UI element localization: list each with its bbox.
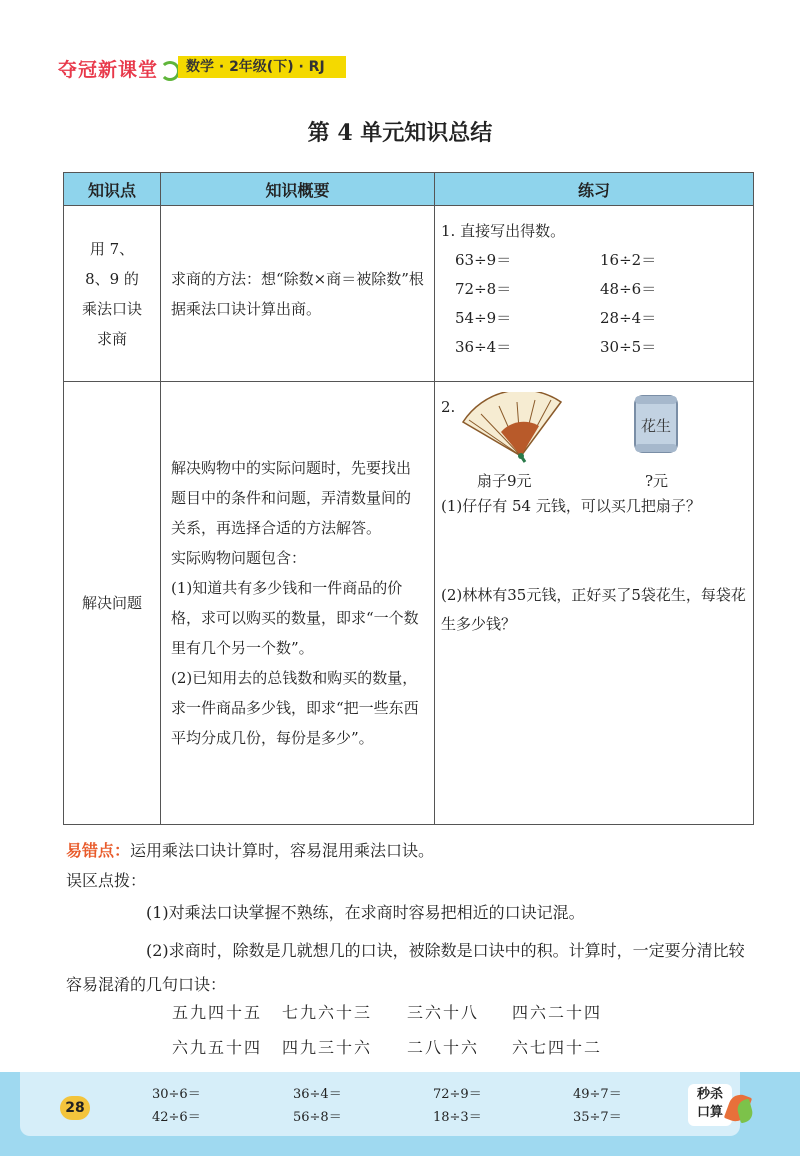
equation: 36÷4＝ xyxy=(455,338,512,356)
footer-equation: 35÷7＝ xyxy=(573,1110,622,1125)
rhyme: 四九三十六 xyxy=(282,1038,373,1057)
footer-equation: 36÷4＝ xyxy=(293,1087,342,1102)
rhyme: 四六二十四 xyxy=(512,1003,603,1022)
mistake-text: 运用乘法口诀计算时，容易混用乘法口诀。 xyxy=(130,841,435,860)
topic-cell-problems: 解决问题 xyxy=(64,382,161,825)
tips-title: 误区点拨： xyxy=(66,871,147,890)
practice-cell-division xyxy=(435,206,754,382)
subject-banner: 数学 · 2年级(下) · RJ xyxy=(178,56,346,78)
folding-fan-icon xyxy=(461,392,571,464)
header-overview: 知识概要 xyxy=(161,173,435,206)
equation: 28÷4＝ xyxy=(600,309,657,327)
practice-number: 2. xyxy=(441,398,456,416)
practice-cell-problems xyxy=(435,382,754,825)
practice-title: 1. 直接写出得数。 xyxy=(441,222,566,240)
rhyme: 三六十八 xyxy=(407,1003,480,1022)
quick-calc-badge: 秒杀 口算 xyxy=(688,1084,732,1126)
equation: 48÷6＝ xyxy=(600,280,657,298)
question-2: (2)林林有35元钱，正好买了5袋花生，每袋花生多少钱？ xyxy=(441,586,746,633)
multiplication-rhymes xyxy=(172,1000,642,1058)
equation: 30÷5＝ xyxy=(600,338,657,356)
tip-2: (2)求商时，除数是几就想几的口诀，被除数是口诀中的积。计算时，一定要分清比较容易混淆的几句口诀： xyxy=(66,941,745,994)
question-1: (1)仔仔有 54 元钱，可以买几把扇子？ xyxy=(441,497,701,515)
footer-equations xyxy=(152,1083,713,1125)
overview-text: 解决购物中的实际问题时，先要找出题目中的条件和问题，弄清数量间的关系，再选择合适的方法解答。 xyxy=(171,459,412,537)
rhyme: 六九五十四 xyxy=(172,1038,263,1057)
footer-equation: 18÷3＝ xyxy=(433,1110,482,1125)
equation: 72÷8＝ xyxy=(455,280,512,298)
mistake-label: 易错点： xyxy=(66,841,131,860)
knowledge-summary-table xyxy=(63,172,754,825)
topic-cell-division: 用 7、8、9 的乘法口诀求商 xyxy=(64,206,161,382)
peanut-bag-icon xyxy=(631,392,681,456)
common-mistake xyxy=(66,836,434,866)
page-title: 第 4 单元知识总结 xyxy=(307,120,493,146)
equation-grid xyxy=(441,246,747,362)
page-number: 28 xyxy=(60,1096,90,1120)
overview-sub-title: 实际购物问题包含： xyxy=(171,549,307,567)
equation: 16÷2＝ xyxy=(600,251,657,269)
overview-point-2: (2)已知用去的总钱数和购买的数量，求一件商品多少钱，即求“把一些东西平均分成几份，每份是多少”。 xyxy=(171,669,419,747)
footer-equation: 42÷6＝ xyxy=(152,1110,201,1125)
fan-price: 扇子9元 xyxy=(477,472,532,490)
tip-1: (1)对乘法口诀掌握不熟练，在求商时容易把相近的口诀记混。 xyxy=(146,903,585,922)
rhyme: 二八十六 xyxy=(407,1038,480,1057)
peanut-price: ?元 xyxy=(645,472,669,490)
rhyme: 七九六十三 xyxy=(282,1003,373,1022)
footer-equation: 30÷6＝ xyxy=(152,1087,201,1102)
header-topic: 知识点 xyxy=(64,173,161,206)
rhyme: 六七四十二 xyxy=(512,1038,603,1057)
overview-point-1: (1)知道共有多少钱和一件商品的价格，求可以购买的数量，即求“一个数里有几个另一个数”。 xyxy=(171,579,419,657)
header-practice: 练习 xyxy=(435,173,754,206)
rhyme: 五九四十五 xyxy=(172,1003,263,1022)
equation: 63÷9＝ xyxy=(455,251,512,269)
overview-cell-division: 求商的方法：想“除数×商＝被除数”根据乘法口诀计算出商。 xyxy=(161,206,435,382)
equation: 54÷9＝ xyxy=(455,309,512,327)
overview-cell-problems xyxy=(161,382,435,825)
footer-equation: 49÷7＝ xyxy=(573,1087,622,1102)
shopping-illustration xyxy=(441,392,747,492)
peanut-bag-label: 花生 xyxy=(640,417,672,435)
footer-equation: 56÷8＝ xyxy=(293,1110,342,1125)
footer-equation: 72÷9＝ xyxy=(433,1087,482,1102)
brand-logo: 夺冠新课堂 xyxy=(58,55,180,82)
